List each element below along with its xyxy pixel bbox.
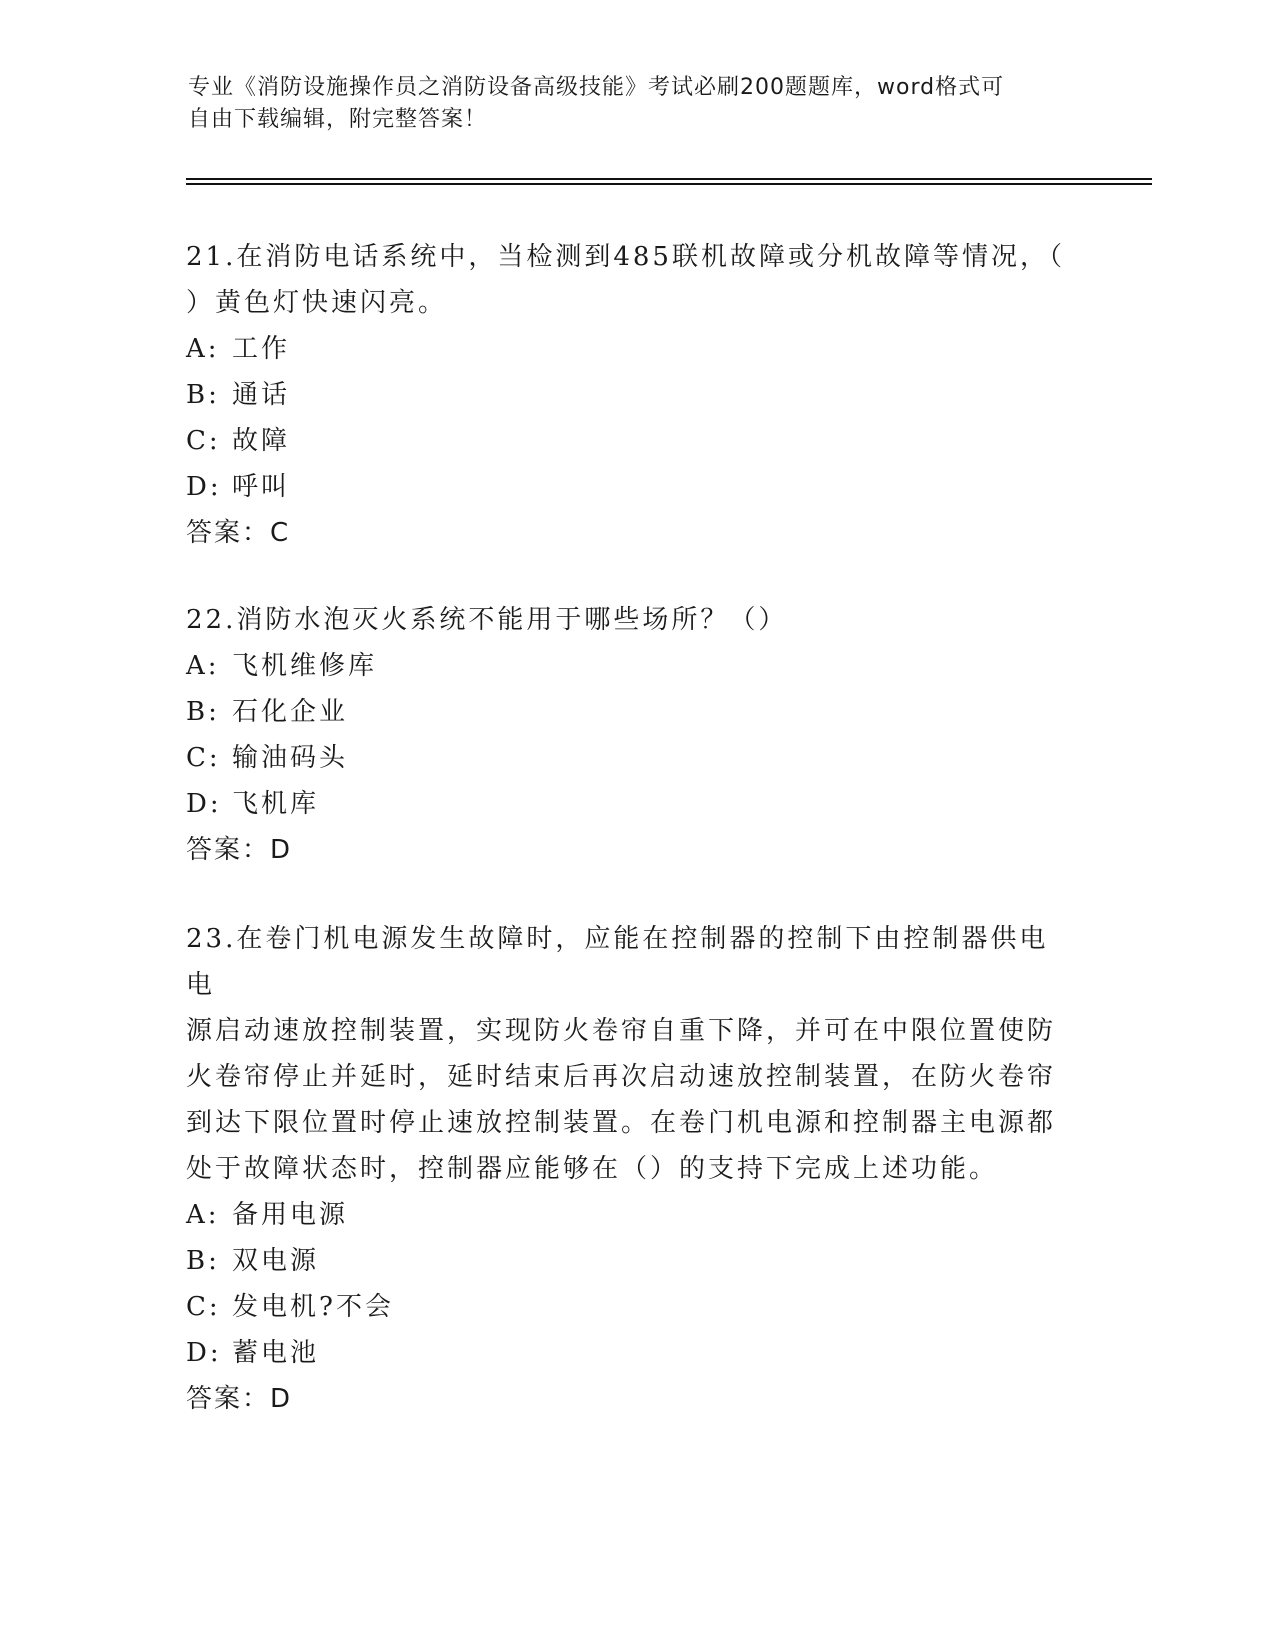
option-label: B: — [186, 697, 220, 727]
question-stem-line: 到达下限位置时停止速放控制装置。在卷门机电源和控制器主电源都 — [186, 1108, 1057, 1138]
option-text: 发电机?不会 — [232, 1292, 394, 1322]
header-line-1: 专业《消防设施操作员之消防设备高级技能》考试必刷200题题库，word格式可 — [188, 75, 1005, 100]
option-b — [186, 1238, 1076, 1284]
header-divider-top — [186, 178, 1152, 180]
question-stem — [186, 916, 1076, 1192]
question-stem-line: ）黄色灯快速闪亮。 — [186, 288, 448, 318]
option-text: 工作 — [232, 334, 291, 364]
option-label: D: — [186, 789, 222, 819]
option-text: 呼叫 — [232, 472, 291, 502]
option-a — [186, 643, 1076, 689]
option-text: 蓄电池 — [232, 1338, 320, 1368]
question-stem-line: 23.在卷门机电源发生故障时，应能在控制器的控制下由控制器供电电 — [186, 924, 1049, 1000]
option-a — [186, 1192, 1076, 1238]
option-label: A: — [186, 1200, 220, 1230]
question-stem — [186, 597, 1076, 643]
option-d — [186, 781, 1076, 827]
option-text: 通话 — [232, 380, 291, 410]
question-21 — [186, 234, 1076, 556]
option-d — [186, 1330, 1076, 1376]
option-label: C: — [186, 1292, 221, 1322]
option-label: B: — [186, 380, 220, 410]
option-text: 双电源 — [232, 1246, 320, 1276]
header-line-2: 自由下载编辑，附完整答案！ — [188, 107, 488, 132]
option-d — [186, 464, 1076, 510]
option-text: 故障 — [232, 426, 291, 456]
option-label: B: — [186, 1246, 220, 1276]
option-text: 飞机库 — [232, 789, 320, 819]
question-stem-line: 火卷帘停止并延时，延时结束后再次启动速放控制装置，在防火卷帘 — [186, 1062, 1057, 1092]
option-b — [186, 689, 1076, 735]
answer-line: 答案：D — [186, 835, 293, 865]
question-stem — [186, 234, 1076, 326]
option-label: C: — [186, 743, 221, 773]
answer-line: 答案：D — [186, 1384, 293, 1414]
option-text: 石化企业 — [232, 697, 349, 727]
option-b — [186, 372, 1076, 418]
question-stem-line: 处于故障状态时，控制器应能够在（）的支持下完成上述功能。 — [186, 1154, 999, 1184]
option-c — [186, 418, 1076, 464]
option-label: D: — [186, 472, 222, 502]
header-divider-bottom — [186, 183, 1152, 185]
option-a — [186, 326, 1076, 372]
option-c — [186, 1284, 1076, 1330]
option-c — [186, 735, 1076, 781]
answer-line: 答案：C — [186, 518, 291, 548]
option-label: A: — [186, 334, 220, 364]
question-stem-line: 21.在消防电话系统中，当检测到485联机故障或分机故障等情况，（ — [186, 242, 1065, 272]
option-text: 备用电源 — [232, 1200, 349, 1230]
question-stem-line: 源启动速放控制装置，实现防火卷帘自重下降，并可在中限位置使防 — [186, 1016, 1057, 1046]
option-text: 飞机维修库 — [232, 651, 378, 681]
document-header — [188, 72, 1088, 136]
question-stem-line: 22.消防水泡灭火系统不能用于哪些场所？（） — [186, 605, 788, 635]
option-label: C: — [186, 426, 221, 456]
option-label: A: — [186, 651, 220, 681]
question-23 — [186, 916, 1076, 1422]
option-label: D: — [186, 1338, 222, 1368]
option-text: 输油码头 — [232, 743, 349, 773]
question-22 — [186, 597, 1076, 873]
